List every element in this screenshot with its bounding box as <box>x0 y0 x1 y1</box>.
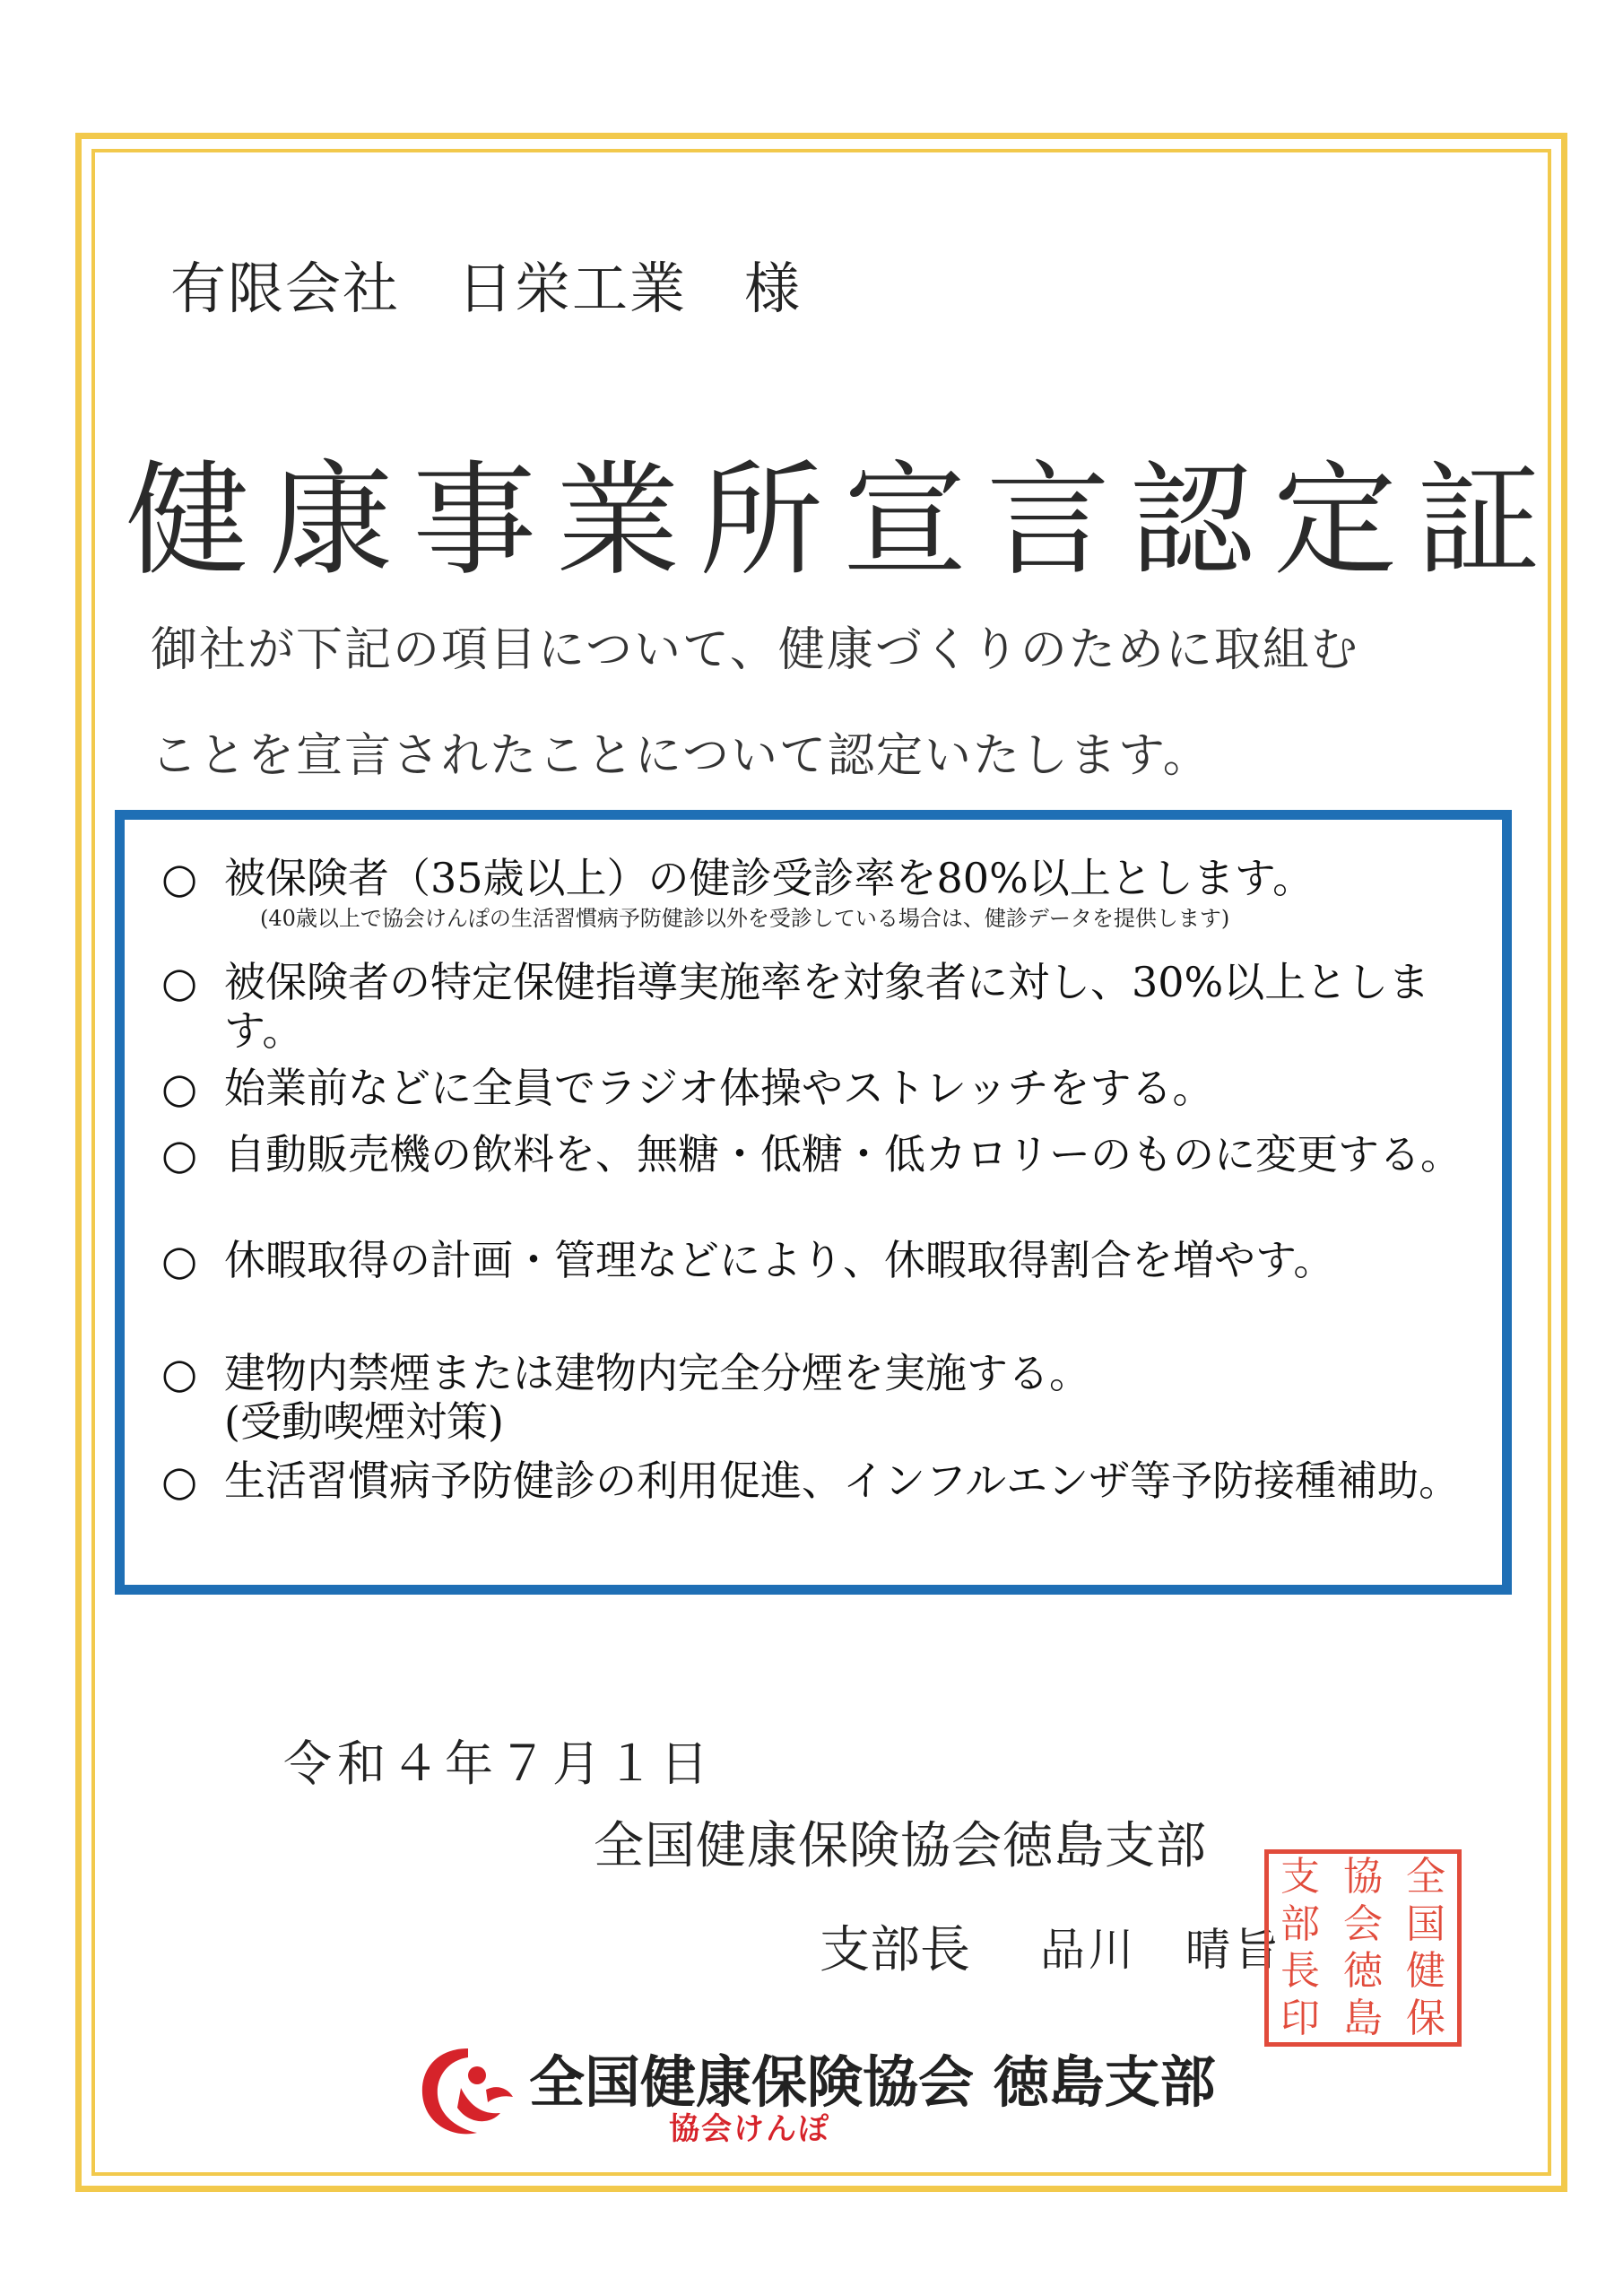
certificate-title: 健康事業所宣言認定証 <box>126 448 1561 593</box>
intro-line-1: 御社が下記の項目について、健康づくりのために取組む <box>151 623 1359 677</box>
circle-bullet-icon: ○ <box>161 1349 198 1397</box>
declaration-item-note: (40歳以上で協会けんぽの生活習慣病予防健診以外を受診している場合は、健診データを提供します) <box>260 906 1230 931</box>
logo-subtitle: 協会けんぽ <box>669 2111 830 2147</box>
circle-bullet-icon: ○ <box>161 1457 198 1505</box>
circle-bullet-icon: ○ <box>161 958 198 1006</box>
issue-date: 令和４年７月１日 <box>283 1735 714 1792</box>
declaration-item-text: 被保険者（35歳以上）の健診受診率を80%以上とします。 <box>224 854 1315 902</box>
declaration-item-text: 建物内禁煙または建物内完全分煙を実施する。 (受動喫煙対策) <box>224 1349 1090 1446</box>
signatory-title: 支部長 <box>820 1921 970 1979</box>
kyokai-kenpo-logo-icon <box>414 2043 522 2142</box>
issuer-organization: 全国健康保険協会徳島支部 <box>594 1817 1207 1875</box>
circle-bullet-icon: ○ <box>161 854 198 902</box>
circle-bullet-icon: ○ <box>161 1130 198 1178</box>
declaration-item-text: 生活習慣病予防健診の利用促進、インフルエンザ等予防接種補助。 <box>224 1457 1461 1505</box>
intro-line-2: ことを宣言されたことについて認定いたします。 <box>151 729 1211 783</box>
declaration-item-text: 自動販売機の飲料を、無糖・低糖・低カロリーのものに変更する。 <box>224 1130 1462 1178</box>
official-seal-stamp: 支 協 全 部 会 国 長 徳 健 印 島 保 <box>1264 1849 1462 2047</box>
circle-bullet-icon: ○ <box>161 1236 198 1284</box>
declaration-item-text: 被保険者の特定保健指導実施率を対象者に対し、30%以上とします。 <box>224 958 1430 1055</box>
declaration-item-text: 休暇取得の計画・管理などにより、休暇取得割合を増やす。 <box>224 1236 1335 1284</box>
signatory-name: 品川 晴旨 <box>1040 1924 1282 1976</box>
circle-bullet-icon: ○ <box>161 1064 198 1112</box>
logo-organization-name: 全国健康保険協会 徳島支部 <box>529 2049 1216 2115</box>
declaration-item-text: 始業前などに全員でラジオ体操やストレッチをする。 <box>224 1064 1214 1112</box>
recipient-name: 有限会社 日栄工業 様 <box>170 256 803 321</box>
